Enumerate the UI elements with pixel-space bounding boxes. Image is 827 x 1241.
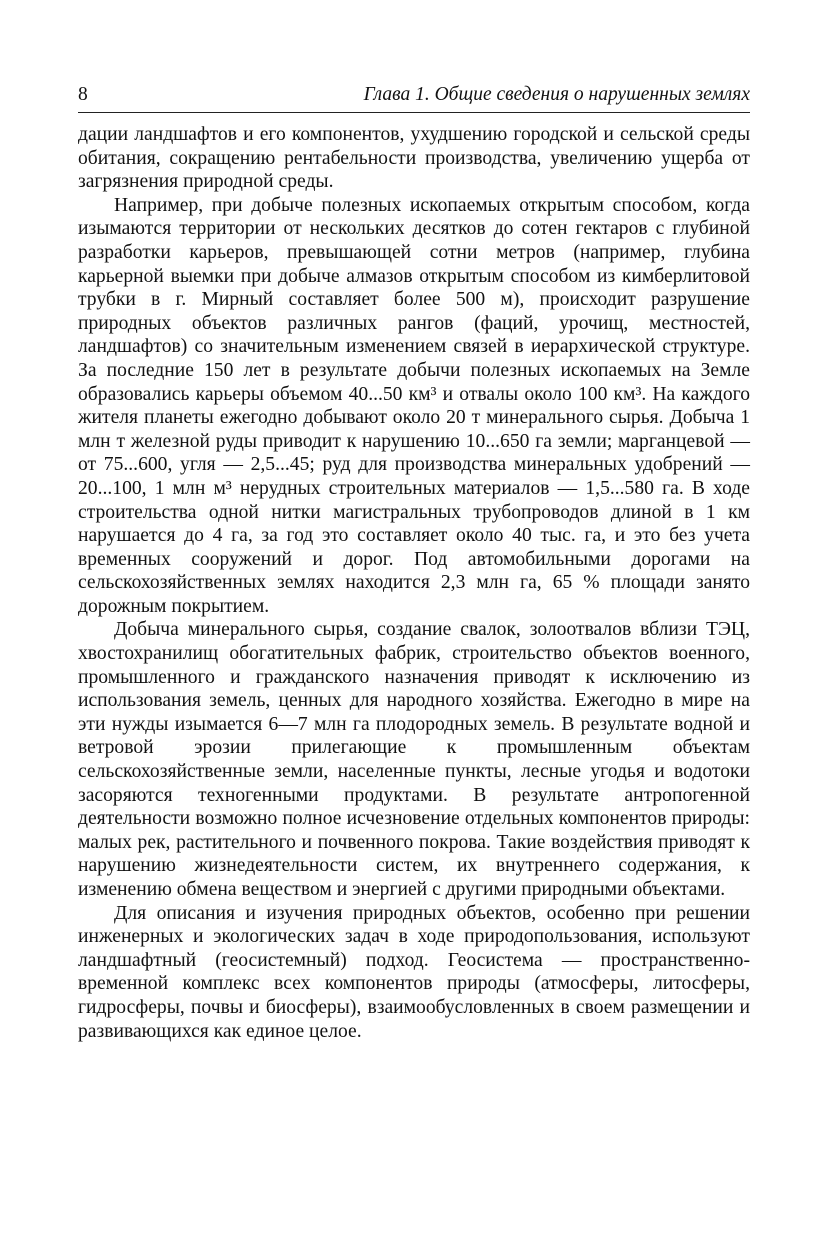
chapter-title: Глава 1. Общие сведения о нарушенных землях <box>363 84 750 105</box>
paragraph-geosystem-approach: Для описания и изучения природных объектов, особенно при решении инженерных и экологических задач в ходе природопользования, используют ландшафтный (геосистемный) подход. Геосистема — пространственно-временной комплекс всех компонентов природы (атмосферы, литосферы, гидросферы, почвы и биосферы), взаимообусловленных в своем размещении и развивающихся как единое целое. <box>78 902 750 1042</box>
paragraph-mining-impact: Например, при добыче полезных ископаемых открытым способом, когда изымаются территории от нескольких десятков до сотен гектаров с глубиной разработки карьеров, превышающей сотни метров (например, глубина карьерной выемки при добыче алмазов открытым способом из кимберлитовой трубки в г. Мирный составляет более 500 м), происходит разрушение природных объектов различных рангов (фаций, урочищ, местностей, ландшафтов) со значительным изменением связей в иерархической структуре. За последние 150 лет в результате добычи полезных ископаемых на Земле образовались карьеры объемом 40...50 км³ и отвалы около 100 км³. На каждого жителя планеты ежегодно добывают около 20 т минерального сырья. Добыча 1 млн т железной руды приводит к нарушению 10...650 га земли; марганцевой — от 75...600, угля — 2,5...45; руд для производства минеральных удобрений — 20...100, 1 млн м³ нерудных строительных материалов — 1,5...580 га. В ходе строительства одной нитки магистральных трубопроводов длиной в 1 км нарушается до 4 га, за год это составляет около 40 тыс. га, и это без учета временных сооружений и дорог. Под автомобильными дорогами на сельскохозяйственных землях находится 2,3 млн га, 65 % площади занято дорожным покрытием. <box>78 194 750 617</box>
book-page <box>78 82 750 1043</box>
paragraph-continuation: дации ландшафтов и его компонентов, ухудшению городской и сельской среды обитания, сокращению рентабельности производства, увеличению ущерба от загрязнения природной среды. <box>78 124 750 193</box>
body-text <box>78 123 750 1043</box>
paragraph-land-withdrawal: Добыча минерального сырья, создание свалок, золоотвалов вблизи ТЭЦ, хвостохранилищ обогатительных фабрик, строительство объектов военного, промышленного и гражданского назначения приводят к исключению из использования земель, ценных для народного хозяйства. Ежегодно в мире на эти нужды изымается 6—7 млн га плодородных земель. В результате водной и ветровой эрозии прилегающие к промышленным объектам сельскохозяйственные земли, населенные пункты, лесные угодья и водотоки засоряются техногенными продуктами. В результате антропогенной деятельности возможно полное исчезновение отдельных компонентов природы: малых рек, растительного и почвенного покрова. Такие воздействия приводят к нарушению жизнедеятельности систем, их внутреннего содержания, к изменению обмена веществом и энергией с другими природными объектами. <box>78 619 750 900</box>
page-number: 8 <box>78 84 88 105</box>
running-header <box>78 82 750 113</box>
